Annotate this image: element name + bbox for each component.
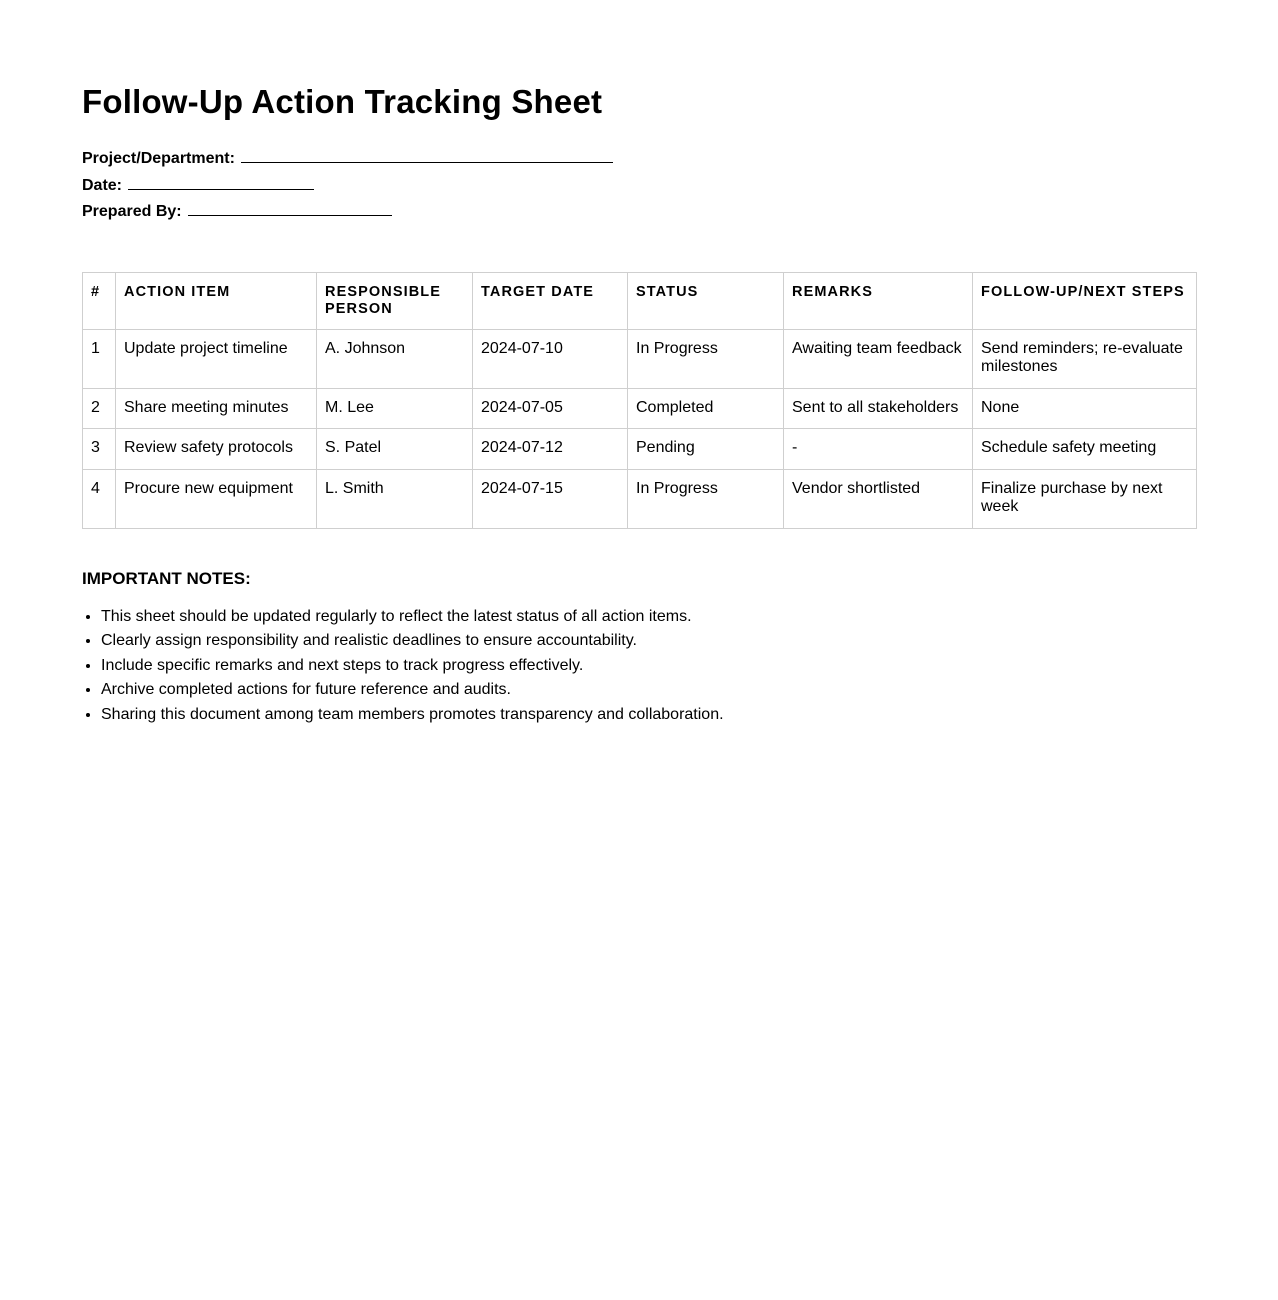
cell-number: 4 — [83, 469, 116, 528]
cell-next-steps: Schedule safety meeting — [973, 429, 1197, 470]
header-action-item: ACTION ITEM — [116, 272, 317, 329]
date-field — [82, 173, 1196, 200]
header-responsible-person: RESPONSIBLE PERSON — [317, 272, 473, 329]
cell-action-item: Update project timeline — [116, 329, 317, 388]
list-item: • This sheet should be updated regularly to reflect the latest status of all action items. — [101, 605, 1196, 630]
list-item: • Include specific remarks and next steps to track progress effectively. — [101, 654, 1196, 679]
cell-responsible-person: M. Lee — [317, 388, 473, 429]
table-row — [83, 429, 1197, 470]
cell-next-steps: Finalize purchase by next week — [973, 469, 1197, 528]
cell-remarks: Sent to all stakeholders — [784, 388, 973, 429]
header-number: # — [83, 272, 116, 329]
table-row — [83, 469, 1197, 528]
cell-number: 1 — [83, 329, 116, 388]
list-item: • Archive completed actions for future reference and audits. — [101, 678, 1196, 703]
cell-number: 2 — [83, 388, 116, 429]
project-label: Project/Department: — [82, 150, 235, 167]
header-status: STATUS — [628, 272, 784, 329]
project-field — [82, 146, 1196, 173]
cell-target-date: 2024-07-15 — [473, 469, 628, 528]
cell-remarks: - — [784, 429, 973, 470]
page-title: Follow-Up Action Tracking Sheet — [82, 83, 603, 120]
notes-list — [82, 605, 1196, 728]
cell-remarks: Awaiting team feedback — [784, 329, 973, 388]
cell-action-item: Share meeting minutes — [116, 388, 317, 429]
cell-status: Completed — [628, 388, 784, 429]
prepared-by-label: Prepared By: — [82, 203, 182, 220]
cell-responsible-person: S. Patel — [317, 429, 473, 470]
list-item: • Sharing this document among team members promotes transparency and collaboration. — [101, 703, 1196, 728]
cell-target-date: 2024-07-10 — [473, 329, 628, 388]
cell-target-date: 2024-07-12 — [473, 429, 628, 470]
notes-heading: IMPORTANT NOTES: — [82, 568, 251, 588]
prepared-by-field — [82, 199, 1196, 226]
cell-action-item: Review safety protocols — [116, 429, 317, 470]
header-target-date: TARGET DATE — [473, 272, 628, 329]
prepared-by-blank-line — [188, 200, 392, 216]
table-row — [83, 329, 1197, 388]
cell-next-steps: None — [973, 388, 1197, 429]
cell-responsible-person: A. Johnson — [317, 329, 473, 388]
cell-status: In Progress — [628, 329, 784, 388]
table-header-row — [83, 272, 1197, 329]
cell-status: In Progress — [628, 469, 784, 528]
table-row — [83, 388, 1197, 429]
action-tracking-table — [82, 272, 1197, 529]
project-blank-line — [241, 147, 613, 163]
cell-status: Pending — [628, 429, 784, 470]
cell-action-item: Procure new equipment — [116, 469, 317, 528]
list-item: • Clearly assign responsibility and realistic deadlines to ensure accountability. — [101, 629, 1196, 654]
header-next-steps: FOLLOW-UP/NEXT STEPS — [973, 272, 1197, 329]
cell-target-date: 2024-07-05 — [473, 388, 628, 429]
date-blank-line — [128, 174, 314, 190]
date-label: Date: — [82, 176, 123, 194]
cell-remarks: Vendor shortlisted — [784, 469, 973, 528]
cell-number: 3 — [83, 429, 116, 470]
cell-responsible-person: L. Smith — [317, 469, 473, 528]
cell-next-steps: Send reminders; re-evaluate milestones — [973, 329, 1197, 388]
header-fields — [82, 146, 1196, 226]
header-remarks: REMARKS — [784, 272, 973, 329]
